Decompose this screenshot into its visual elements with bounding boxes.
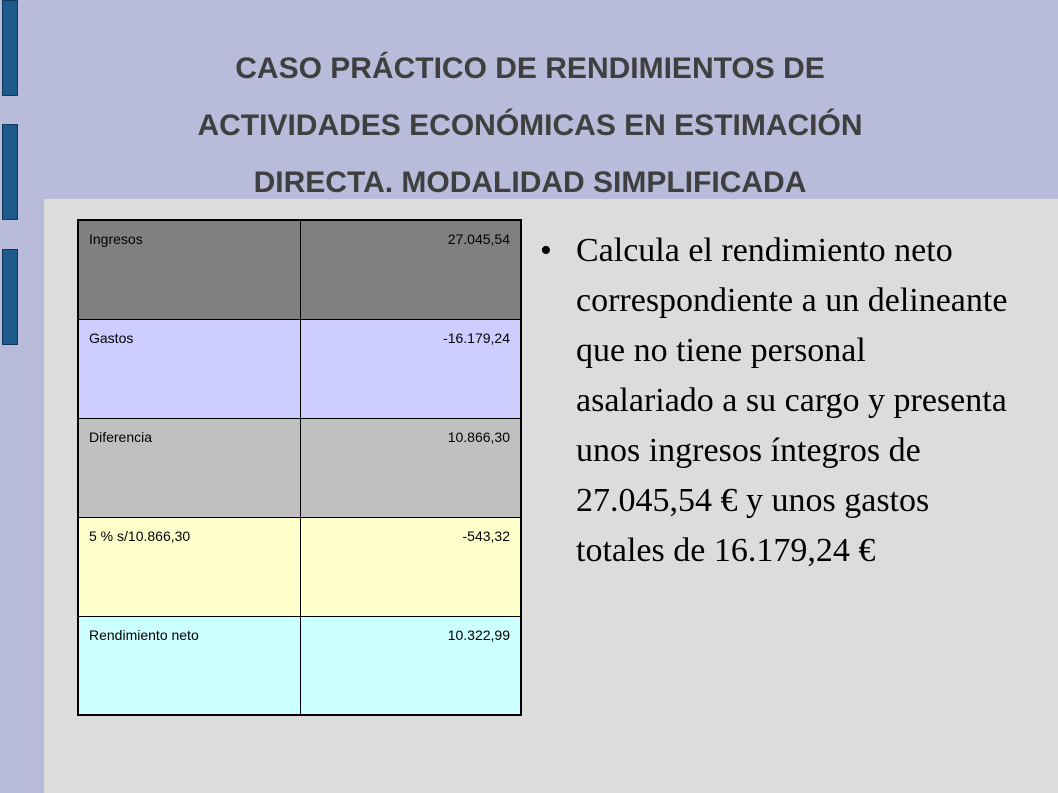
table-cell-label: Gastos xyxy=(78,319,300,418)
slide-title xyxy=(60,40,1000,211)
title-line-2: ACTIVIDADES ECONÓMICAS EN ESTIMACIÓN xyxy=(197,109,863,142)
table-cell-label: Ingresos xyxy=(78,220,300,319)
table-cell-value: -543,32 xyxy=(300,517,521,616)
left-strip xyxy=(0,0,44,793)
table-cell-label: Rendimiento neto xyxy=(78,616,300,715)
bullet-text: Calcula el rendimiento neto correspondiente a un delineante que no tiene personal asalariado a su cargo y presenta unos ingresos íntegros de 27.045,54 € y unos gastos totales de 16.179,24 € xyxy=(576,232,1008,569)
table-cell-value: 10.866,30 xyxy=(300,418,521,517)
title-line-1: CASO PRÁCTICO DE RENDIMIENTOS DE xyxy=(235,52,825,85)
title-line-3: DIRECTA. MODALIDAD SIMPLIFICADA xyxy=(253,166,807,199)
table-row-diferencia xyxy=(78,418,521,517)
bullet-icon: • xyxy=(540,232,552,269)
table-cell-value: 27.045,54 xyxy=(300,220,521,319)
table-cell-value: -16.179,24 xyxy=(300,319,521,418)
table-cell-label: 5 % s/10.866,30 xyxy=(78,517,300,616)
accent-bar-3 xyxy=(2,249,18,345)
table-row-ingresos xyxy=(78,220,521,319)
calculation-table xyxy=(77,219,522,716)
table-cell-value: 10.322,99 xyxy=(300,616,521,715)
accent-bar-2 xyxy=(2,124,18,220)
accent-bar-1 xyxy=(2,0,18,96)
table-row-gastos xyxy=(78,319,521,418)
table-cell-label: Diferencia xyxy=(78,418,300,517)
table-row-rendimiento-neto xyxy=(78,616,521,715)
bullet-paragraph xyxy=(540,226,1010,576)
table-row-porcentaje xyxy=(78,517,521,616)
